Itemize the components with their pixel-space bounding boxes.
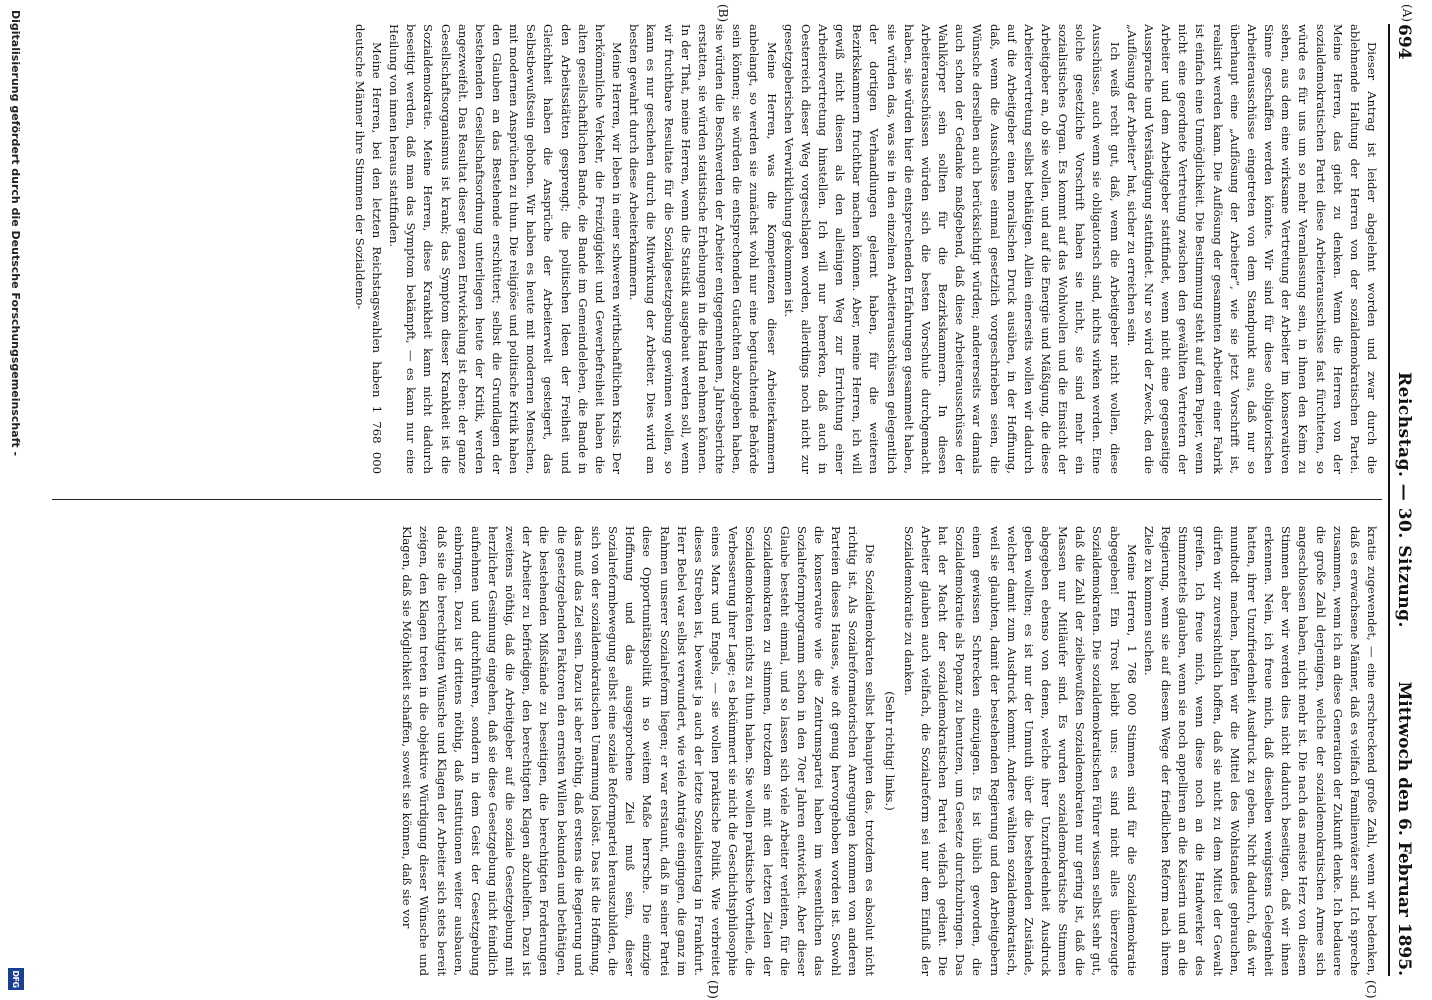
footer-credit: Digitalisierung gefördert durch die Deutsche Forschungsgemeinschaft - [9, 10, 22, 457]
paragraph: Dieser Antrag ist leider abgelehnt worden und zwar durch die ablehnende Haltung der Herren von der sozialdemokratischen Partei. Meine Herren, das giebt zu denken. Wenn die Herren von der sozialdemokratischen Partei diese Arbeiterausschüsse fast fürchteten, so würde es für uns um so mehr Veranlassung sein, in ihnen den Keim zu sehen, aus dem eine wirksame Vertretung der Arbeiter im konservativen Sinne geschaffen werden könnte. Wir sind für diese obligatorischen Arbeiterausschüsse eingetreten von dem Standpunkt aus, daß nur so überhaupt eine „Auflösung der Arbeiter“, wie sie jetzt Vorschrift ist, realisirt werden kann. Die Auflösung der gesammten Arbeiter einer Fabrik ist einfach eine Unmöglichkeit. Die Bestimmung steht auf dem Papier, wenn nicht eine geordnete Vertretung zwischen den gewählten Vertretern der Arbeiter und dem Arbeitgeber stattfindet, wenn nicht eine gegenseitige Aussprache und Verständigung stattfindet. Nur so wird der Zweck, den die „Auflösung der Arbeiter“ hat, sicher zu erreichen sein. [1124, 24, 1379, 474]
interjection: (Sehr richtig! links.) [882, 691, 897, 811]
paragraph: Meine Herren, was die Kompetenzen dieser Arbeiterkammern anbelangt, so werden sie zunächst wohl nur eine begutachtende Behörde sein können; sie würden die entsprechenden Gutachten abzugeben haben, sie würden die Beschwerden der Arbeiter entgegennehmen, Jahresberichte erstatten, sie würden statistische Erhebungen in die Hand nehmen können. In der That, meine Herren, wenn die Statistik ausgebaut werden soll, wenn wir fruchtbare Resultate für die Sozialgesetzgebung gewinnen wollen, so kann es nur geschehen durch die Mitwirkung der Arbeiter. Dies wird am besten gewahrt durch diese Arbeiterkammern. [627, 24, 779, 474]
paragraph: Meine Herren, 1 768 000 Stimmen sind für die Sozialdemokratie abgegeben! Ein Trost bleibt uns: es sind nicht alles überzeugte Sozialdemokraten. Die sozialdemokratischen Führer wissen selbst sehr gut, daß die Zahl der zielbewußten Sozialdemokraten nur gering ist, daß die Massen nur Mitläufer sind. Es wurden sozialdemokratische Stimmen abgegeben ebenso von denen, welche ihrer Unzufriedenheit Ausdruck geben wollten; es ist nur der Unmuth über die bestehenden Zustände, welcher damit zum Ausdruck kommt. Andere wählten sozialdemokratisch, weil sie glaubten, damit der bestehenden Regierung und den Arbeitgebern einen gewissen Schrecken einzujagen. Es ist üblich geworden, die Sozialdemokratie als Popanz zu benutzen, um Gesetze durchzubringen. Das hat der Macht der sozialdemokratischen Partei vielfach gedient. Die Arbeiter glauben auch vielfach, die Sozialreform sei nur dem Einfluß der Sozialdemokratie zu danken. [901, 526, 1139, 976]
session-date: Mittwoch den 6. Februar 1895. [1394, 681, 1414, 976]
left-column [260, 24, 1380, 474]
paragraph: Die Sozialdemokraten selbst behaupten das, trotzdem es absolut nicht richtig ist. Als Sozialreformatorischen Anregungen kommen von anderen Parteien dieses Hauses, wie oft genug hervorgehoben worden ist. Sowohl die konservative wie die Zentrumspartei haben im wesentlichen das Sozialreformprogramm schon in den 70er Jahren entwickelt. Aber dieser Glaube besteht einmal, und so lassen sich viele Arbeiter verleiten, für die Sozialdemokraten zu stimmen, trotzdem sie mit den letzten Zielen der Sozialdemokraten nichts zu thun haben. Sie wollen praktische Vortheile, die Verbesserung ihrer Lage; es bekümmert sie nicht die Geschichtsphilosophie eines Marx und Engels, — sie wollen praktische Politik. Wie verbreitet dieses Streben ist, beweist ja auch der letzte Sozialistentag in Frankfurt. Herr Bebel war selbst verwundert, wie viele Anträge eingingen, die ganz im Rahmen unserer Sozialreform liegen; er war erstaunt, daß in seiner Partei diese Opportunitätspolitik in so weitem Maße herrsche. Die einzige Hoffnung und das ausgesprochene Ziel muß sein, dieser Sozialreformbewegung selbst eine soziale Reformpartei herauszubilden, die sich von der sozialdemokratischen Umarmung loslöst. Das ist die Hoffnung, das muß das Ziel sein. Dazu ist aber nöthig, daß erstens die Regierung und die gesetzgebenden Faktoren den ernsten Willen bekunden und bethätigen, die bestehenden Mißstände zu beseitigen, die berechtigten Forderungen der Arbeiter zu befriedigen, den berechtigten Klagen abzuhelfen. Dazu ist zweitens nöthig, daß die Arbeitgeber auf die soziale Gesetzgebung mit herzlicher Gesinnung eingehen, daß sie diese Gesetzgebung nicht feindlich aufnehmen und durchführen, sondern in dem Geist der Gesetzgebung einbringen. Dazu ist drittens nöthig, daß Institutionen weiter ausbauen, daß sie die berechtigten Wünsche und Klagen der Arbeiter sich stets bereit zeigen, den Klagen treten in die objektive Würdigung dieser Wünsche und Klagen, daß sie Möglichkeit schaffen, soweit sie können, daß sie vor [400, 526, 878, 976]
paragraph: Meine Herren, wir leben in einer schweren wirthschaftlichen Krisis. Der herkömmliche Verkehr, die Freizügigkeit und Gewerbefreiheit haben die alten gesellschaftlichen Bande, die Bande im Gemeindeleben, die Bande in den Arbeitsstätten gesprengt; die politischen Ideen der Freiheit und Gleichheit haben die Ansprüche der Arbeiterwelt gesteigert, das Selbstbewußtsein gehoben. Wir haben es heute mit modernen Menschen, mit modernen Ansprüchen zu thun. Die religiöse und politische Kritik haben den Glauben an das Bestehende erschüttert; selbst die Grundlagen der bestehenden Gesellschaftsordnung unterliegen heute der Kritik, werden angezweifelt. Das Resultat dieser ganzen Entwickelung ist eben: der ganze Gesellschaftsorganismus ist krank; das Symptom dieser Krankheit ist die Sozialdemokratie. Meine Herren, diese Krankheit kann nicht dadurch beseitigt werden, daß man das Symptom bekämpft, — es kann nur eine Heilung von innen heraus stattfinden. [387, 24, 625, 474]
dfg-logo-icon: DFG [8, 968, 24, 990]
column-divider [52, 499, 1382, 500]
paragraph: kratie zugewendet, — eine erschreckend große Zahl, wenn wir bedenken, daß es erwachsene Männer, daß es vielfach Familienväter sind. Ich spreche zusammen, wenn ich an diese Generation der Zukunft denke. Ich bedauere die große Zahl derjenigen, welche der sozialdemokratischen Armee sich angeschlossen haben, nicht mehr ist. Die nach das meiste Herz von diesem Stimmen aber wir werden dies nicht dadurch beseitigen, daß wir ihnen erkennen. Nein, ich freue mich, daß dieselben wenigstens Gelegenheit hatten, ihrer Unzufriedenheit Ausdruck zu geben. Nicht dadurch, daß wir mundtodt machen, helfen wir die Mittel des Wohlstandes gebrauchen, dürfen wir zuversichtlich hoffen, daß sie nicht zu dem Mittel der Gewalt greifen. Ich freue mich, wenn diese noch an die Handwerker des Stimmzettels glauben, wenn sie noch appelliren an die Kaiserin und an die Regierung, wenn sie auf diesem Wege der friedlichen Reform nach ihrem Ziele zu kommen suchen. [1141, 526, 1379, 976]
page-number: 694 [1394, 24, 1414, 60]
margin-marker-d: (D) [706, 980, 720, 999]
margin-marker-c: (C) [1364, 980, 1378, 999]
page-title: Reichstag. — 30. Sitzung. [1394, 372, 1414, 628]
paragraph: Meine Herren, bei den letzten Reichstagswahlen haben 1 768 000 deutsche Männer ihre Stimmen der Sozialdemo- [352, 24, 384, 474]
digitization-footer [0, 0, 28, 1000]
header-rule [1388, 24, 1390, 976]
margin-marker-a: (A) [1400, 4, 1414, 23]
right-column [260, 526, 1380, 976]
paragraph: Ich weiß recht gut, daß, wenn die Arbeitgeber nicht wollen, diese Ausschüsse, auch wenn sie obligatorisch sind, nichts wirken werden. Eine solche gesetzliche Vorschrift haben sie nicht, sie sind mehr ein sozialistisches Organ. Es kommt auf das Wohlwollen und die Einsicht der Arbeitgeber an, ob sie wollen, und auf die Energie und Mäßigung, die diese Arbeitervertretung selbst bethätigen. Allein einerseits wollen wir dadurch auf die Arbeitgeber einen moralischen Druck ausüben, in der Hoffnung, daß, wenn die Ausschüsse einmal gesetzlich vorgeschrieben seien, die Wünsche derselben auch berücksichtigt würden; andererseits war damals auch schon der Gedanke maßgebend, daß diese Arbeiterausschüsse der Wahlkörper sein sollten für die Bezirkskammern. In diesen Arbeiterausschüssen würden sich die besten Vorschule durchgemacht haben, sie würden hier die entsprechenden Erfahrungen gesammelt haben, sie würden das, was sie in den einzelnen Arbeiterausschüssen gelegentlich der dortigen Verhandlungen gelernt haben, für die weiteren Bezirkskammern fruchtbar machen können. Aber, meine Herren, ich will gewiß nicht diesen als den alleinigen Weg zur Errichtung einer Arbeitervertretung hinstellen. Ich will nur bemerken, daß auch in Oesterreich dieser Weg vorgeschlagen worden, allerdings noch nicht zur gesetzgeberischen Verwirklichung gekommen ist. [781, 24, 1122, 474]
margin-marker-b: (B) [716, 4, 730, 23]
page-header [1386, 24, 1422, 976]
